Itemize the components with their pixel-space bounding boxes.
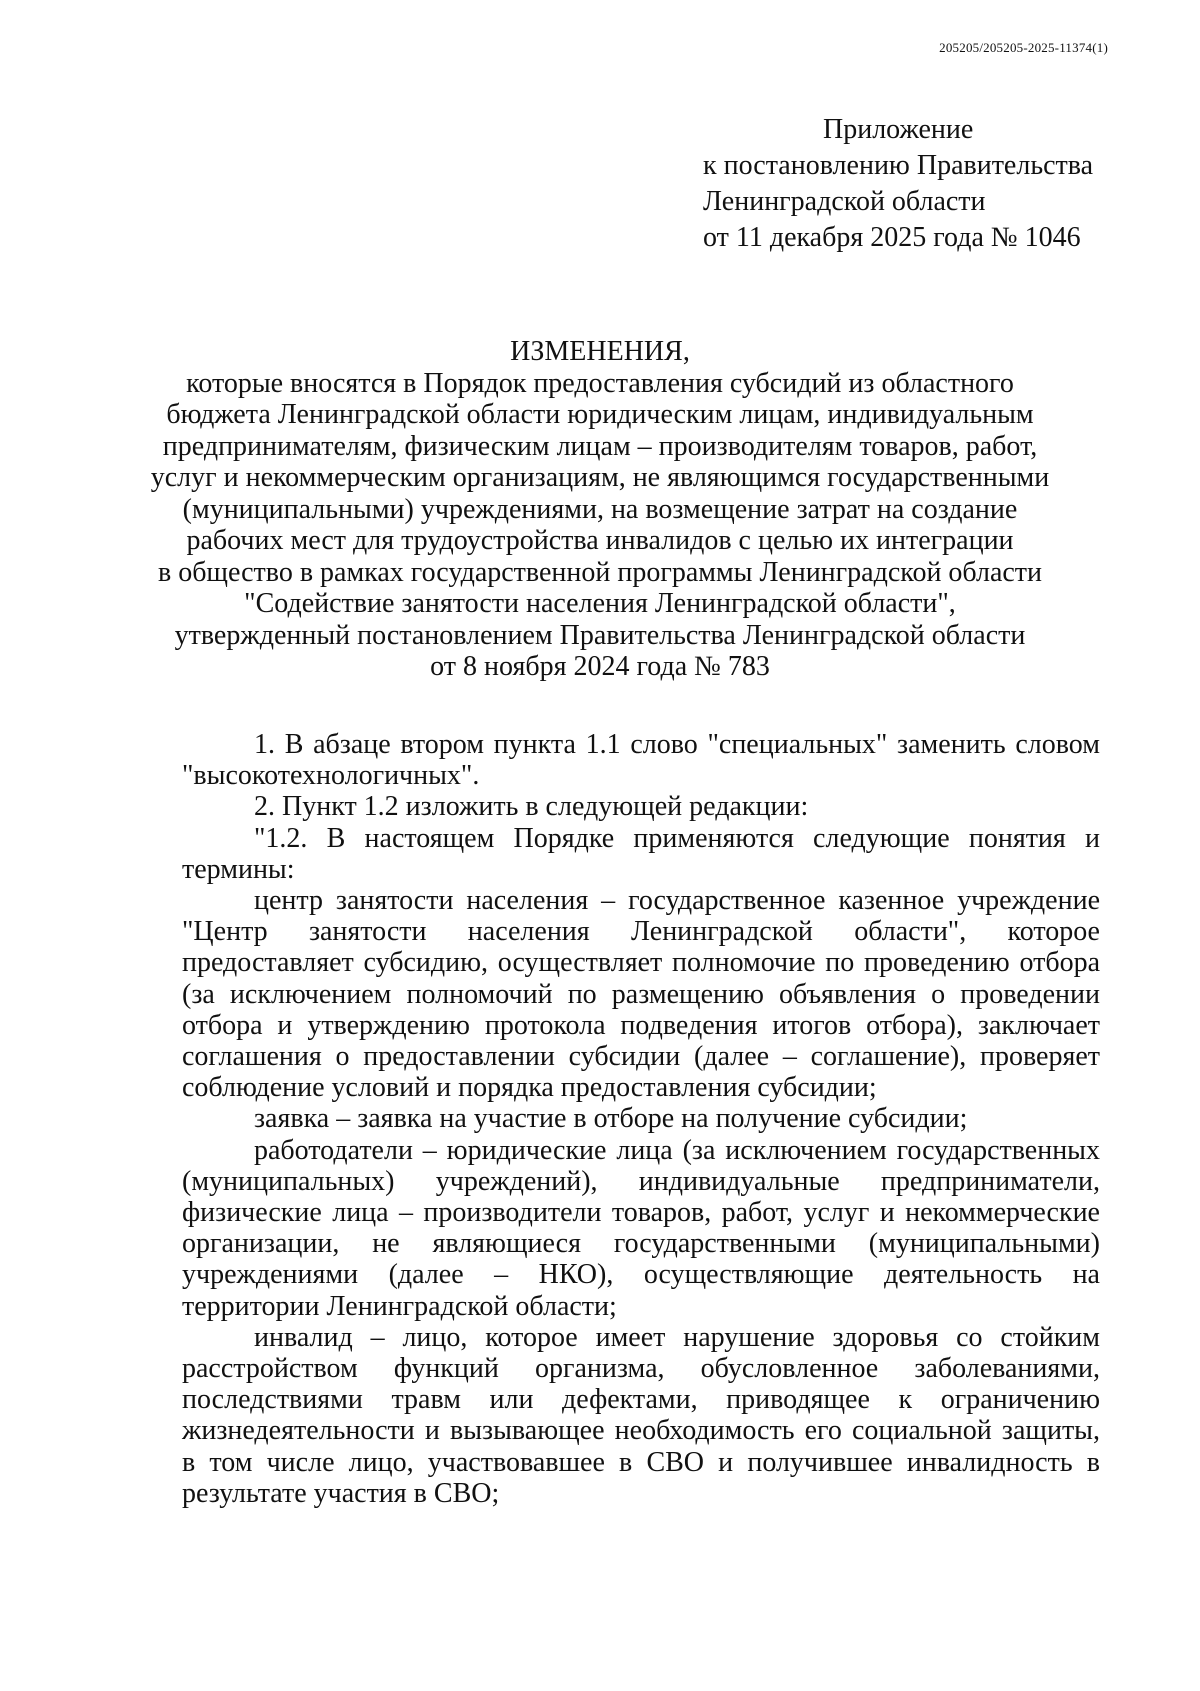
heading-line: рабочих мест для трудоустройства инвалидов с целью их интеграции <box>186 525 1014 556</box>
appendix-line: к постановлению Правительства <box>703 150 1094 181</box>
heading-line: услуг и некоммерческим организациям, не являющимся государственными <box>150 462 1050 493</box>
heading-line: в общество в рамках государственной программы Ленинградской области <box>157 556 1043 588</box>
heading-line: бюджета Ленинградской области юридическим лицам, индивидуальным <box>166 399 1034 430</box>
heading-line: утвержденный постановлением Правительства Ленинградской области <box>174 619 1026 651</box>
appendix-block <box>703 112 1093 256</box>
document-heading <box>150 336 1050 683</box>
appendix-line: от 11 декабря 2025 года № 1046 <box>703 222 1081 253</box>
heading-line: предпринимателям, физическим лицам – производителям товаров, работ, <box>162 430 1038 462</box>
appendix-line: Ленинградской области <box>703 186 986 217</box>
heading-line: "Содействие занятости населения Ленинградской области", <box>244 588 956 619</box>
paragraph: 2. Пункт 1.2 изложить в следующей редакции: <box>254 791 809 823</box>
paragraph: инвалид – лицо, которое имеет нарушение здоровья со стойким расстройством функций организма, обусловленное заболеваниями, последствиями травм или дефектами, приводящее к ограничению жизнедеятельности и вызывающее необходимость его социальной защиты, в том числе лицо, участвовавшее в СВО и получившее инвалидность в результате участия в СВО; <box>182 1321 1100 1509</box>
heading-line: (муниципальными) учреждениями, на возмещение затрат на создание <box>182 493 1018 525</box>
document-id: 205205/205205-2025-11374(1) <box>939 40 1108 55</box>
paragraph: 1. В абзаце втором пункта 1.1 слово "специальных" заменить словом "высокотехнологичных". <box>182 729 1100 792</box>
heading-line: от 8 ноября 2024 года № 783 <box>430 651 770 682</box>
paragraph: "1.2. В настоящем Порядке применяются следующие понятия и термины: <box>182 822 1100 885</box>
paragraph: работодатели – юридические лица (за исключением государственных (муниципальных) учреждений), индивидуальные предприниматели, физические лица – производители товаров, работ, услуг и некоммерческие организации, не являющиеся государственными (муниципальными) учреждениями (далее – НКО), осуществляющие деятельность на территории Ленинградской области; <box>182 1134 1100 1322</box>
paragraph: центр занятости населения – государственное казенное учреждение "Центр занятости населения Ленинградской области", которое предоставляет субсидию, осуществляет полномочие по проведению отбора (за исключением полномочий по размещению объявления о проведении отбора и утверждению протокола подведения итогов отбора), заключает соглашения о предоставлении субсидии (далее – соглашение), проверяет соблюдение условий и порядка предоставления субсидии; <box>182 885 1100 1104</box>
heading-title: ИЗМЕНЕНИЯ, <box>510 336 690 367</box>
heading-line: которые вносятся в Порядок предоставления субсидий из областного <box>186 367 1014 399</box>
document-body <box>182 729 1100 1509</box>
paragraph: заявка – заявка на участие в отборе на получение субсидии; <box>254 1103 968 1135</box>
appendix-title: Приложение <box>823 114 974 145</box>
